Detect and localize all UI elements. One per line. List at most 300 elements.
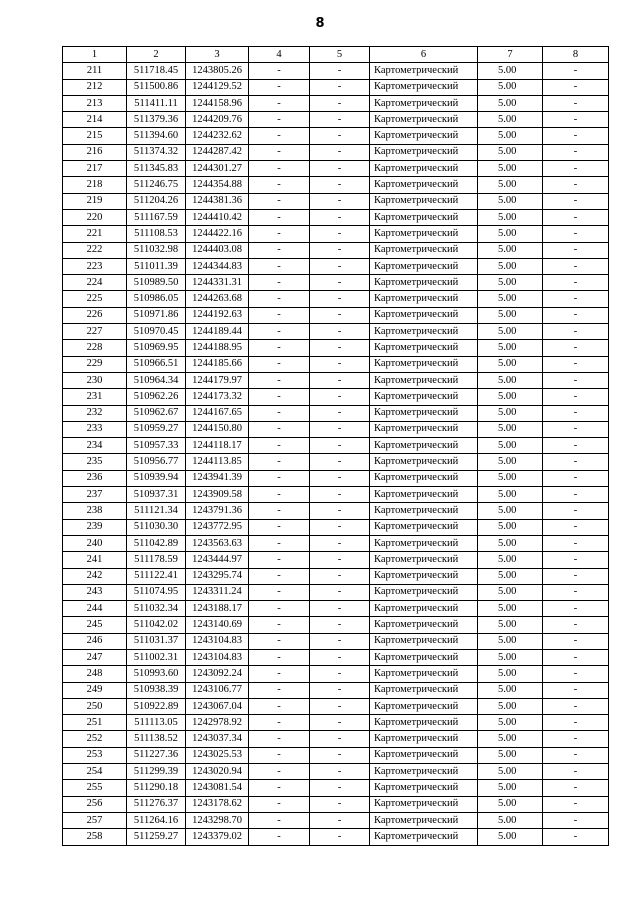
table-row [63,356,609,372]
point-number-cell: 235 [63,454,127,470]
col-5-value-cell: - [310,389,370,405]
y-coordinate-cell: 1244173.32 [186,389,249,405]
precision-cell: 5.00 [478,438,543,454]
col-8-value-cell: - [543,503,609,519]
table-row [63,503,609,519]
col-8-value-cell: - [543,112,609,128]
col-4-value-cell: - [249,242,310,258]
method-cell: Картометрический [370,829,478,845]
col-4-value-cell: - [249,438,310,454]
col-5-value-cell: - [310,144,370,160]
method-cell: Картометрический [370,633,478,649]
table-row [63,405,609,421]
y-coordinate-cell: 1242978.92 [186,715,249,731]
table-row [63,666,609,682]
x-coordinate-cell: 511204.26 [127,193,186,209]
y-coordinate-cell: 1244354.88 [186,177,249,193]
x-coordinate-cell: 511074.95 [127,584,186,600]
method-cell: Картометрический [370,209,478,225]
y-coordinate-cell: 1244167.65 [186,405,249,421]
col-4-value-cell: - [249,193,310,209]
col-5-value-cell: - [310,535,370,551]
method-cell: Картометрический [370,682,478,698]
method-cell: Картометрический [370,601,478,617]
col-4-value-cell: - [249,356,310,372]
table-row [63,487,609,503]
method-cell: Картометрический [370,144,478,160]
col-4-value-cell: - [249,601,310,617]
table-row [63,764,609,780]
y-coordinate-cell: 1243104.83 [186,649,249,665]
col-8-value-cell: - [543,519,609,535]
precision-cell: 5.00 [478,454,543,470]
method-cell: Картометрический [370,389,478,405]
col-5-value-cell: - [310,698,370,714]
table-row [63,584,609,600]
coordinates-table [62,46,609,846]
col-4-value-cell: - [249,63,310,79]
method-cell: Картометрический [370,470,478,486]
col-5-value-cell: - [310,421,370,437]
col-4-value-cell: - [249,747,310,763]
col-5-value-cell: - [310,405,370,421]
y-coordinate-cell: 1244301.27 [186,161,249,177]
precision-cell: 5.00 [478,128,543,144]
method-cell: Картометрический [370,764,478,780]
x-coordinate-cell: 511246.75 [127,177,186,193]
point-number-cell: 215 [63,128,127,144]
table-row [63,747,609,763]
point-number-cell: 245 [63,617,127,633]
x-coordinate-cell: 510970.45 [127,324,186,340]
table-row [63,193,609,209]
point-number-cell: 221 [63,226,127,242]
x-coordinate-cell: 511718.45 [127,63,186,79]
col-5-value-cell: - [310,242,370,258]
precision-cell: 5.00 [478,193,543,209]
col-5-value-cell: - [310,617,370,633]
method-cell: Картометрический [370,405,478,421]
precision-cell: 5.00 [478,63,543,79]
x-coordinate-cell: 511138.52 [127,731,186,747]
precision-cell: 5.00 [478,568,543,584]
col-5-value-cell: - [310,95,370,111]
y-coordinate-cell: 1244129.52 [186,79,249,95]
header-row [63,47,609,63]
table-row [63,633,609,649]
point-number-cell: 243 [63,584,127,600]
col-4-value-cell: - [249,275,310,291]
x-coordinate-cell: 511264.16 [127,812,186,828]
col-8-value-cell: - [543,275,609,291]
x-coordinate-cell: 511042.02 [127,617,186,633]
method-cell: Картометрический [370,421,478,437]
method-cell: Картометрический [370,584,478,600]
x-coordinate-cell: 510937.31 [127,487,186,503]
method-cell: Картометрический [370,503,478,519]
col-5-value-cell: - [310,324,370,340]
method-cell: Картометрический [370,128,478,144]
col-8-value-cell: - [543,193,609,209]
table-row [63,63,609,79]
table-row [63,470,609,486]
col-5-value-cell: - [310,470,370,486]
y-coordinate-cell: 1243563.63 [186,535,249,551]
x-coordinate-cell: 510956.77 [127,454,186,470]
col-4-value-cell: - [249,715,310,731]
col-5-value-cell: - [310,584,370,600]
column-header-4: 4 [249,47,310,63]
col-5-value-cell: - [310,307,370,323]
point-number-cell: 254 [63,764,127,780]
method-cell: Картометрический [370,63,478,79]
col-8-value-cell: - [543,584,609,600]
table-row [63,209,609,225]
col-5-value-cell: - [310,128,370,144]
x-coordinate-cell: 511500.86 [127,79,186,95]
col-8-value-cell: - [543,356,609,372]
x-coordinate-cell: 511121.34 [127,503,186,519]
y-coordinate-cell: 1244410.42 [186,209,249,225]
table-row [63,812,609,828]
method-cell: Картометрический [370,519,478,535]
precision-cell: 5.00 [478,812,543,828]
col-4-value-cell: - [249,780,310,796]
x-coordinate-cell: 511167.59 [127,209,186,225]
col-4-value-cell: - [249,161,310,177]
point-number-cell: 239 [63,519,127,535]
x-coordinate-cell: 511290.18 [127,780,186,796]
x-coordinate-cell: 510964.34 [127,372,186,388]
x-coordinate-cell: 511011.39 [127,258,186,274]
y-coordinate-cell: 1244381.36 [186,193,249,209]
precision-cell: 5.00 [478,649,543,665]
col-4-value-cell: - [249,226,310,242]
x-coordinate-cell: 511276.37 [127,796,186,812]
col-8-value-cell: - [543,372,609,388]
col-4-value-cell: - [249,324,310,340]
y-coordinate-cell: 1243140.69 [186,617,249,633]
col-4-value-cell: - [249,666,310,682]
precision-cell: 5.00 [478,503,543,519]
point-number-cell: 217 [63,161,127,177]
method-cell: Картометрический [370,568,478,584]
col-8-value-cell: - [543,454,609,470]
col-8-value-cell: - [543,389,609,405]
point-number-cell: 240 [63,535,127,551]
precision-cell: 5.00 [478,242,543,258]
precision-cell: 5.00 [478,601,543,617]
col-8-value-cell: - [543,63,609,79]
col-5-value-cell: - [310,552,370,568]
point-number-cell: 223 [63,258,127,274]
col-4-value-cell: - [249,731,310,747]
col-8-value-cell: - [543,242,609,258]
table-row [63,389,609,405]
col-5-value-cell: - [310,79,370,95]
table-row [63,307,609,323]
col-4-value-cell: - [249,698,310,714]
table-row [63,715,609,731]
x-coordinate-cell: 511411.11 [127,95,186,111]
table-row [63,617,609,633]
col-5-value-cell: - [310,715,370,731]
col-8-value-cell: - [543,715,609,731]
precision-cell: 5.00 [478,666,543,682]
col-8-value-cell: - [543,470,609,486]
precision-cell: 5.00 [478,291,543,307]
precision-cell: 5.00 [478,764,543,780]
x-coordinate-cell: 511379.36 [127,112,186,128]
col-8-value-cell: - [543,829,609,845]
col-5-value-cell: - [310,372,370,388]
col-5-value-cell: - [310,340,370,356]
table-row [63,340,609,356]
point-number-cell: 246 [63,633,127,649]
method-cell: Картометрический [370,324,478,340]
method-cell: Картометрический [370,226,478,242]
column-header-2: 2 [127,47,186,63]
x-coordinate-cell: 511002.31 [127,649,186,665]
col-4-value-cell: - [249,454,310,470]
table-row [63,421,609,437]
column-header-5: 5 [310,47,370,63]
col-8-value-cell: - [543,258,609,274]
x-coordinate-cell: 510957.33 [127,438,186,454]
x-coordinate-cell: 511374.32 [127,144,186,160]
y-coordinate-cell: 1243081.54 [186,780,249,796]
col-4-value-cell: - [249,584,310,600]
col-5-value-cell: - [310,177,370,193]
table-row [63,731,609,747]
point-number-cell: 231 [63,389,127,405]
col-8-value-cell: - [543,666,609,682]
col-8-value-cell: - [543,291,609,307]
col-5-value-cell: - [310,226,370,242]
point-number-cell: 222 [63,242,127,258]
x-coordinate-cell: 510939.94 [127,470,186,486]
x-coordinate-cell: 510962.26 [127,389,186,405]
point-number-cell: 225 [63,291,127,307]
y-coordinate-cell: 1244232.62 [186,128,249,144]
table-row [63,372,609,388]
table-row [63,112,609,128]
table-row [63,829,609,845]
point-number-cell: 252 [63,731,127,747]
x-coordinate-cell: 511031.37 [127,633,186,649]
x-coordinate-cell: 510962.67 [127,405,186,421]
col-4-value-cell: - [249,552,310,568]
col-4-value-cell: - [249,519,310,535]
point-number-cell: 224 [63,275,127,291]
method-cell: Картометрический [370,454,478,470]
y-coordinate-cell: 1243188.17 [186,601,249,617]
method-cell: Картометрический [370,552,478,568]
col-5-value-cell: - [310,812,370,828]
col-8-value-cell: - [543,177,609,193]
col-4-value-cell: - [249,144,310,160]
method-cell: Картометрический [370,666,478,682]
x-coordinate-cell: 511113.05 [127,715,186,731]
table-row [63,568,609,584]
col-4-value-cell: - [249,258,310,274]
col-4-value-cell: - [249,177,310,193]
x-coordinate-cell: 510938.39 [127,682,186,698]
precision-cell: 5.00 [478,698,543,714]
x-coordinate-cell: 510959.27 [127,421,186,437]
y-coordinate-cell: 1243025.53 [186,747,249,763]
x-coordinate-cell: 511108.53 [127,226,186,242]
col-8-value-cell: - [543,307,609,323]
col-5-value-cell: - [310,487,370,503]
x-coordinate-cell: 510969.95 [127,340,186,356]
x-coordinate-cell: 511030.30 [127,519,186,535]
col-4-value-cell: - [249,389,310,405]
precision-cell: 5.00 [478,405,543,421]
col-8-value-cell: - [543,796,609,812]
precision-cell: 5.00 [478,226,543,242]
col-4-value-cell: - [249,79,310,95]
point-number-cell: 247 [63,649,127,665]
col-8-value-cell: - [543,764,609,780]
col-8-value-cell: - [543,324,609,340]
point-number-cell: 229 [63,356,127,372]
y-coordinate-cell: 1243104.83 [186,633,249,649]
page-number: 8 [315,16,325,31]
col-5-value-cell: - [310,649,370,665]
point-number-cell: 232 [63,405,127,421]
precision-cell: 5.00 [478,95,543,111]
col-8-value-cell: - [543,128,609,144]
precision-cell: 5.00 [478,209,543,225]
column-header-8: 8 [543,47,609,63]
method-cell: Картометрический [370,535,478,551]
col-5-value-cell: - [310,633,370,649]
col-5-value-cell: - [310,454,370,470]
table-row [63,258,609,274]
col-4-value-cell: - [249,649,310,665]
col-5-value-cell: - [310,503,370,519]
point-number-cell: 258 [63,829,127,845]
method-cell: Картометрический [370,193,478,209]
precision-cell: 5.00 [478,372,543,388]
col-5-value-cell: - [310,112,370,128]
method-cell: Картометрический [370,112,478,128]
precision-cell: 5.00 [478,356,543,372]
col-8-value-cell: - [543,633,609,649]
precision-cell: 5.00 [478,177,543,193]
y-coordinate-cell: 1244263.68 [186,291,249,307]
col-4-value-cell: - [249,291,310,307]
column-header-1: 1 [63,47,127,63]
col-8-value-cell: - [543,731,609,747]
y-coordinate-cell: 1244189.44 [186,324,249,340]
col-5-value-cell: - [310,682,370,698]
y-coordinate-cell: 1243178.62 [186,796,249,812]
col-5-value-cell: - [310,747,370,763]
method-cell: Картометрический [370,161,478,177]
table-row [63,780,609,796]
precision-cell: 5.00 [478,324,543,340]
y-coordinate-cell: 1244192.63 [186,307,249,323]
x-coordinate-cell: 510966.51 [127,356,186,372]
table-row [63,95,609,111]
col-8-value-cell: - [543,95,609,111]
col-8-value-cell: - [543,601,609,617]
col-8-value-cell: - [543,79,609,95]
method-cell: Картометрический [370,731,478,747]
x-coordinate-cell: 511178.59 [127,552,186,568]
method-cell: Картометрический [370,649,478,665]
table-row [63,324,609,340]
x-coordinate-cell: 511299.39 [127,764,186,780]
col-8-value-cell: - [543,209,609,225]
point-number-cell: 234 [63,438,127,454]
point-number-cell: 218 [63,177,127,193]
col-5-value-cell: - [310,666,370,682]
precision-cell: 5.00 [478,421,543,437]
col-8-value-cell: - [543,226,609,242]
col-4-value-cell: - [249,95,310,111]
col-8-value-cell: - [543,747,609,763]
col-4-value-cell: - [249,682,310,698]
y-coordinate-cell: 1243295.74 [186,568,249,584]
precision-cell: 5.00 [478,144,543,160]
precision-cell: 5.00 [478,275,543,291]
precision-cell: 5.00 [478,747,543,763]
table-row [63,144,609,160]
method-cell: Картометрический [370,372,478,388]
precision-cell: 5.00 [478,470,543,486]
precision-cell: 5.00 [478,161,543,177]
point-number-cell: 219 [63,193,127,209]
x-coordinate-cell: 510971.86 [127,307,186,323]
col-5-value-cell: - [310,438,370,454]
col-5-value-cell: - [310,796,370,812]
col-4-value-cell: - [249,568,310,584]
col-5-value-cell: - [310,519,370,535]
x-coordinate-cell: 511032.98 [127,242,186,258]
col-5-value-cell: - [310,161,370,177]
y-coordinate-cell: 1244209.76 [186,112,249,128]
table-body [63,63,609,845]
col-5-value-cell: - [310,291,370,307]
method-cell: Картометрический [370,812,478,828]
y-coordinate-cell: 1244150.80 [186,421,249,437]
x-coordinate-cell: 511394.60 [127,128,186,144]
col-4-value-cell: - [249,503,310,519]
y-coordinate-cell: 1243444.97 [186,552,249,568]
x-coordinate-cell: 510922.89 [127,698,186,714]
col-4-value-cell: - [249,812,310,828]
precision-cell: 5.00 [478,715,543,731]
method-cell: Картометрический [370,291,478,307]
method-cell: Картометрический [370,242,478,258]
point-number-cell: 255 [63,780,127,796]
y-coordinate-cell: 1243772.95 [186,519,249,535]
col-8-value-cell: - [543,780,609,796]
precision-cell: 5.00 [478,389,543,405]
point-number-cell: 236 [63,470,127,486]
point-number-cell: 257 [63,812,127,828]
y-coordinate-cell: 1244188.95 [186,340,249,356]
y-coordinate-cell: 1243379.02 [186,829,249,845]
point-number-cell: 241 [63,552,127,568]
precision-cell: 5.00 [478,112,543,128]
col-4-value-cell: - [249,307,310,323]
precision-cell: 5.00 [478,519,543,535]
table-row [63,698,609,714]
